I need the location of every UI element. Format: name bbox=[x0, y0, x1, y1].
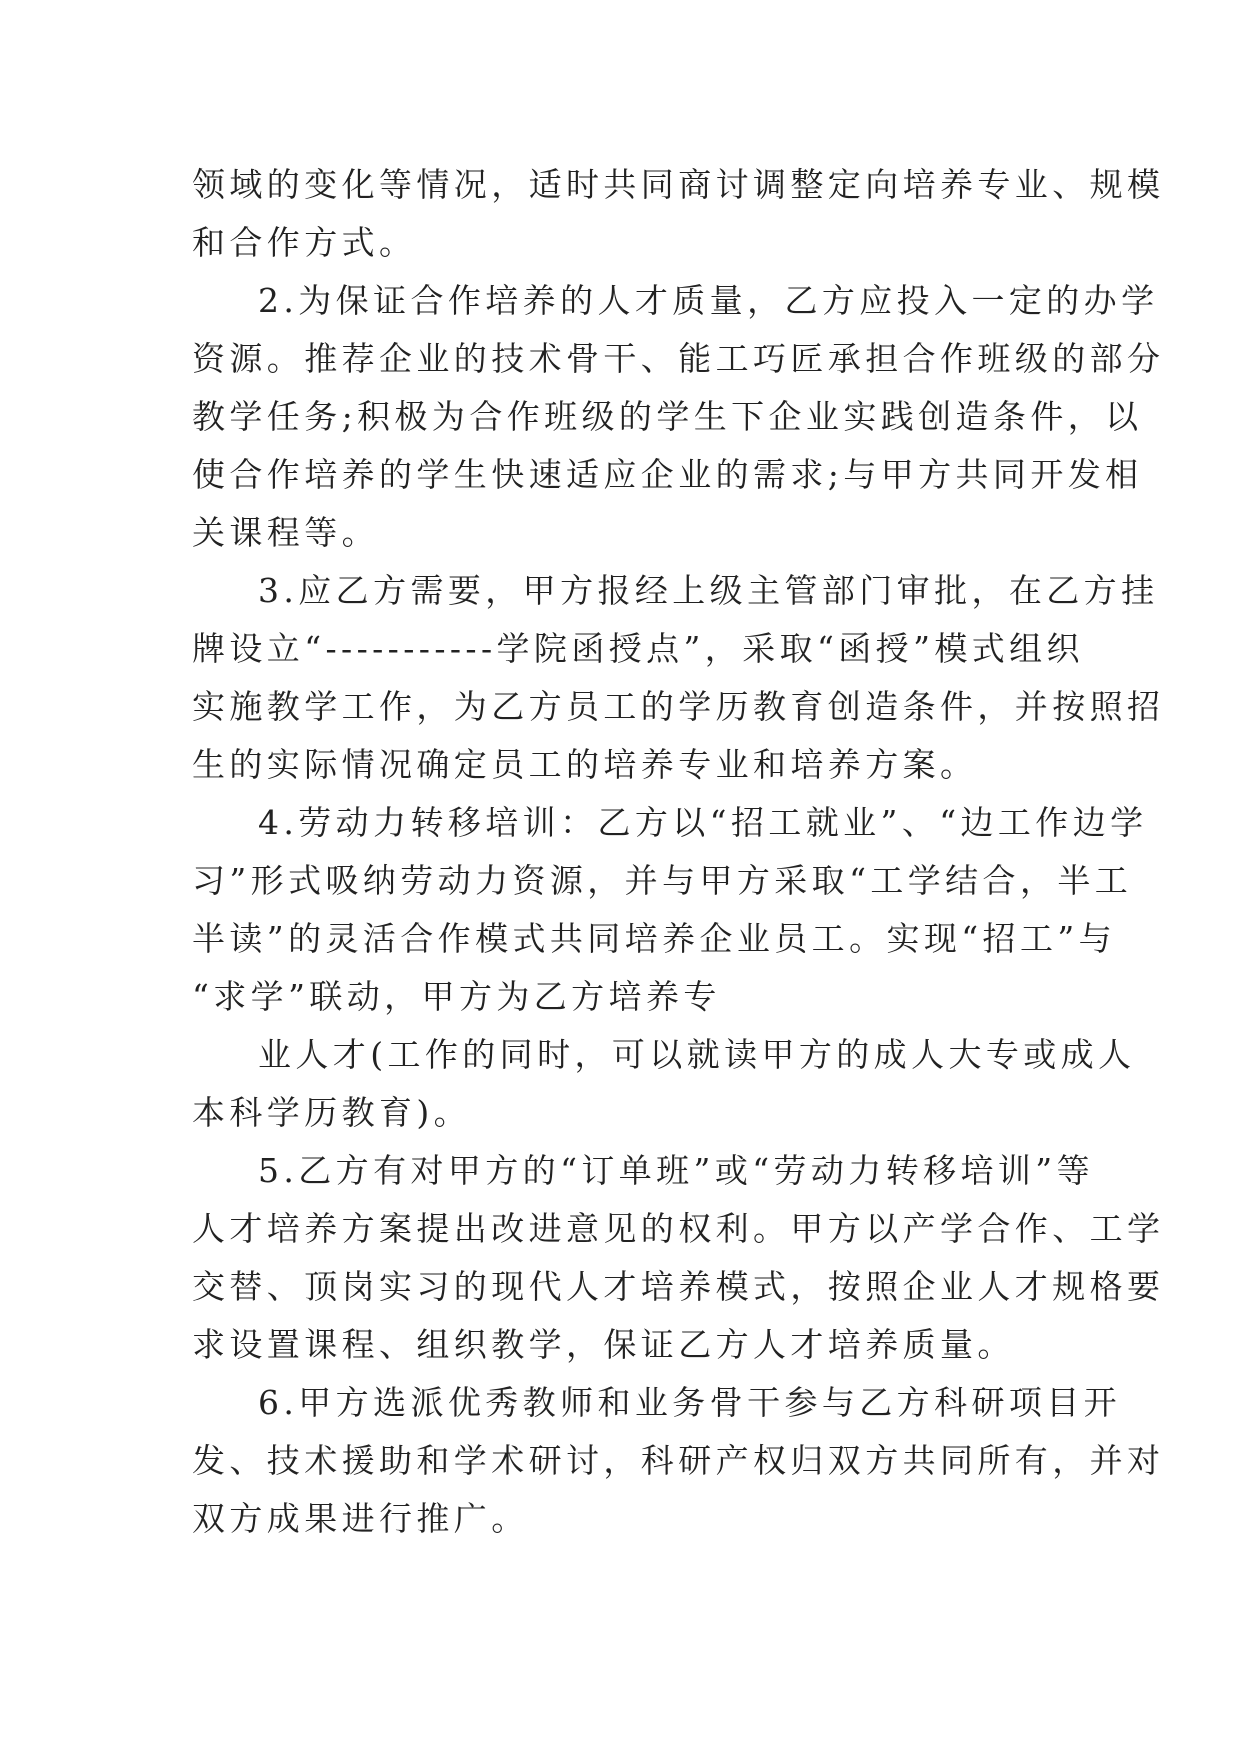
text-line: 4.劳动力转移培训：乙方以“招工就业”、“边工作边学 bbox=[258, 803, 1148, 842]
text-line: 牌设立“-----------学院函授点”，采取“函授”模式组织 bbox=[192, 629, 1084, 668]
text-line: 领域的变化等情况，适时共同商讨调整定向培养专业、规模 bbox=[192, 165, 1165, 204]
text-line: “求学”联动，甲方为乙方培养专 bbox=[192, 977, 721, 1016]
document-body bbox=[192, 156, 1165, 1548]
text-line: 和合作方式。 bbox=[192, 223, 417, 262]
text-line: 半读”的灵活合作模式共同培养企业员工。实现“招工”与 bbox=[192, 919, 1117, 958]
text-line: 人才培养方案提出改进意见的权利。甲方以产学合作、工学 bbox=[192, 1209, 1165, 1248]
text-line: 生的实际情况确定员工的培养专业和培养方案。 bbox=[192, 745, 978, 784]
text-line: 习”形式吸纳劳动力资源，并与甲方采取“工学结合，半工 bbox=[192, 861, 1133, 900]
text-line: 2.为保证合作培养的人才质量，乙方应投入一定的办学 bbox=[258, 281, 1159, 320]
text-line: 6.甲方选派优秀教师和业务骨干参与乙方科研项目开 bbox=[258, 1383, 1122, 1422]
text-line: 教学任务;积极为合作班级的学生下企业实践创造条件，以 bbox=[192, 397, 1143, 436]
text-line: 业人才(工作的同时，可以就读甲方的成人大专或成人 bbox=[258, 1035, 1136, 1074]
text-line: 求设置课程、组织教学，保证乙方人才培养质量。 bbox=[192, 1325, 1015, 1364]
text-line: 5.乙方有对甲方的“订单班”或“劳动力转移培训”等 bbox=[258, 1151, 1094, 1190]
text-line: 交替、顶岗实习的现代人才培养模式，按照企业人才规格要 bbox=[192, 1267, 1165, 1306]
text-line: 实施教学工作，为乙方员工的学历教育创造条件，并按照招 bbox=[192, 687, 1165, 726]
text-line: 关课程等。 bbox=[192, 513, 379, 552]
text-line: 3.应乙方需要，甲方报经上级主管部门审批，在乙方挂 bbox=[258, 571, 1159, 610]
text-line: 发、技术援助和学术研讨，科研产权归双方共同所有，并对 bbox=[192, 1441, 1165, 1480]
text-line: 本科学历教育)。 bbox=[192, 1093, 472, 1132]
text-line: 使合作培养的学生快速适应企业的需求;与甲方共同开发相 bbox=[192, 455, 1143, 494]
text-line: 资源。推荐企业的技术骨干、能工巧匠承担合作班级的部分 bbox=[192, 339, 1165, 378]
text-line: 双方成果进行推广。 bbox=[192, 1499, 529, 1538]
